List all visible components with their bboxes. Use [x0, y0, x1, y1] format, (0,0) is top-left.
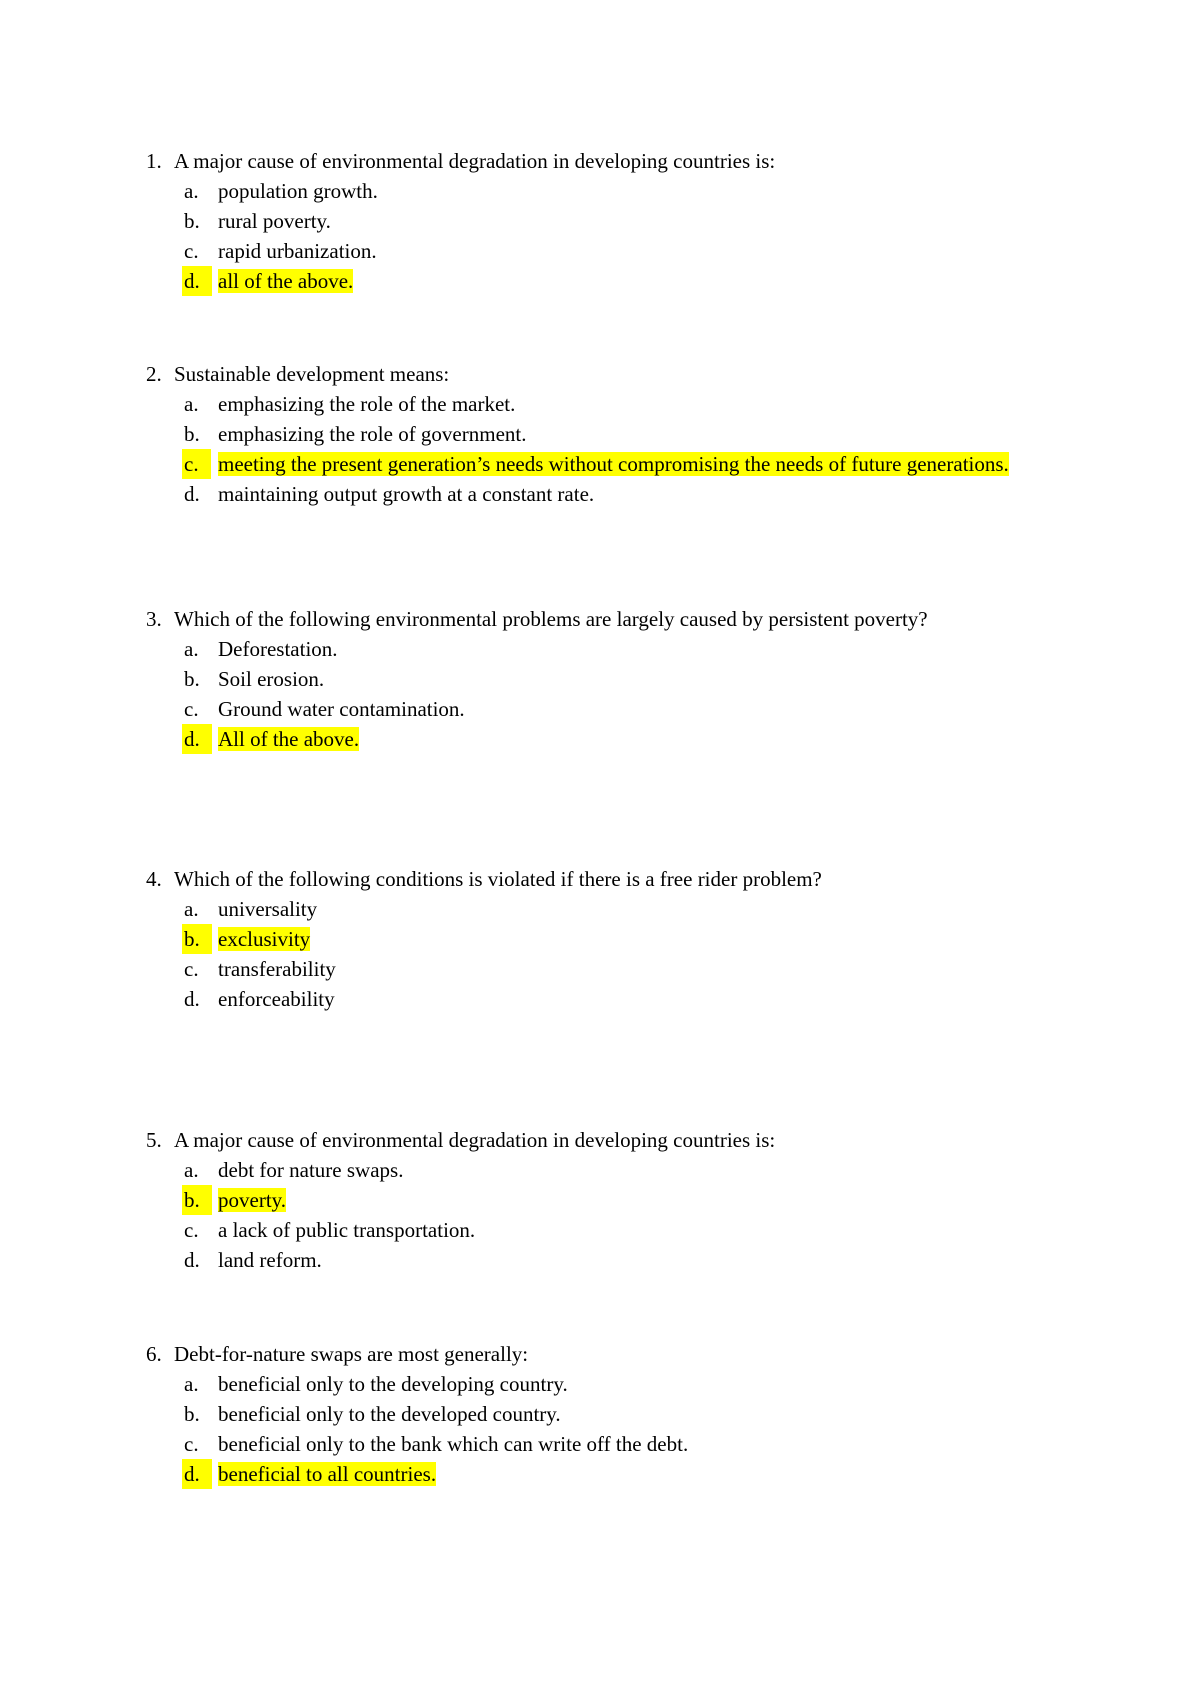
- question-stem: [146, 146, 1076, 176]
- option-letter: b.: [184, 667, 200, 691]
- question-text: Which of the following conditions is violated if there is a free rider problem?: [174, 867, 822, 891]
- option-d-correct-answer: [146, 266, 1076, 296]
- option-letter: b.: [184, 422, 200, 446]
- option-list: [146, 1369, 1076, 1489]
- option-d: [146, 479, 1076, 509]
- option-letter: a.: [184, 1158, 199, 1182]
- question-text: Debt-for-nature swaps are most generally:: [174, 1342, 529, 1366]
- option-letter: d.: [184, 1248, 200, 1272]
- question-text: Which of the following environmental problems are largely caused by persistent poverty?: [174, 607, 928, 631]
- option-a: [146, 1155, 1076, 1185]
- question-number: 2.: [146, 362, 162, 386]
- option-text: a lack of public transportation.: [218, 1218, 476, 1242]
- option-letter: a.: [184, 637, 199, 661]
- option-text: rural poverty.: [218, 209, 331, 233]
- option-b: [146, 419, 1076, 449]
- option-text: population growth.: [218, 179, 378, 203]
- question-text: A major cause of environmental degradation in developing countries is:: [174, 149, 776, 173]
- question-stem: [146, 864, 1076, 894]
- question-stem: [146, 1339, 1076, 1369]
- option-c-correct-answer: [146, 449, 1153, 479]
- option-text: universality: [218, 897, 318, 921]
- option-b: [146, 664, 1076, 694]
- question-number: 6.: [146, 1342, 162, 1366]
- option-b-correct-answer: [146, 924, 1076, 954]
- option-text: Soil erosion.: [218, 667, 325, 691]
- option-text: Deforestation.: [218, 637, 338, 661]
- question-number: 1.: [146, 149, 162, 173]
- option-b-correct-answer: [146, 1185, 1076, 1215]
- option-b: [146, 206, 1076, 236]
- option-a: [146, 634, 1076, 664]
- option-letter: c.: [184, 1218, 199, 1242]
- question-number: 3.: [146, 607, 162, 631]
- option-text: rapid urbanization.: [218, 239, 377, 263]
- option-letter: a.: [184, 897, 199, 921]
- option-text: beneficial only to the developed country.: [218, 1402, 561, 1426]
- option-list: [146, 389, 1076, 509]
- option-letter: d.: [182, 724, 212, 754]
- option-letter: b.: [182, 924, 212, 954]
- question-4: [146, 864, 1076, 1014]
- option-text: beneficial only to the developing country.: [218, 1372, 568, 1396]
- option-text: beneficial to all countries.: [218, 1462, 437, 1486]
- option-list: [146, 634, 1076, 754]
- option-text: debt for nature swaps.: [218, 1158, 404, 1182]
- option-letter: c.: [184, 239, 199, 263]
- option-letter: d.: [184, 987, 200, 1011]
- option-list: [146, 894, 1076, 1014]
- option-c: [146, 694, 1076, 724]
- option-c: [146, 236, 1076, 266]
- option-c: [146, 1429, 1076, 1459]
- option-d: [146, 984, 1076, 1014]
- option-a: [146, 1369, 1076, 1399]
- option-text: Ground water contamination.: [218, 697, 465, 721]
- question-text: A major cause of environmental degradation in developing countries is:: [174, 1128, 776, 1152]
- option-text: beneficial only to the bank which can write off the debt.: [218, 1432, 689, 1456]
- option-d-correct-answer: [146, 724, 1076, 754]
- option-b: [146, 1399, 1076, 1429]
- option-text: enforceability: [218, 987, 335, 1011]
- option-letter: a.: [184, 1372, 199, 1396]
- question-3: [146, 604, 1076, 754]
- option-letter: d.: [182, 266, 212, 296]
- option-c: [146, 1215, 1076, 1245]
- option-text: All of the above.: [218, 727, 360, 751]
- question-number: 4.: [146, 867, 162, 891]
- option-text: land reform.: [218, 1248, 322, 1272]
- option-a: [146, 389, 1076, 419]
- option-a: [146, 176, 1076, 206]
- option-letter: b.: [182, 1185, 212, 1215]
- question-5: [146, 1125, 1076, 1275]
- option-text: poverty.: [218, 1188, 287, 1212]
- option-text: emphasizing the role of government.: [218, 422, 527, 446]
- option-list: [146, 1155, 1076, 1275]
- option-letter: b.: [184, 1402, 200, 1426]
- option-letter: b.: [184, 209, 200, 233]
- question-stem: [146, 604, 1076, 634]
- option-letter: c.: [184, 1432, 199, 1456]
- option-letter: d.: [182, 1459, 212, 1489]
- option-d-correct-answer: [146, 1459, 1076, 1489]
- question-6: [146, 1339, 1076, 1489]
- option-letter: a.: [184, 179, 199, 203]
- question-stem: [146, 359, 1076, 389]
- option-text: meeting the present generation’s needs without compromising the needs of future generations.: [218, 452, 1009, 476]
- option-a: [146, 894, 1076, 924]
- option-letter: d.: [184, 482, 200, 506]
- option-letter: c.: [182, 449, 211, 479]
- question-2: [146, 359, 1076, 509]
- question-stem: [146, 1125, 1076, 1155]
- option-text: emphasizing the role of the market.: [218, 392, 516, 416]
- question-number: 5.: [146, 1128, 162, 1152]
- option-letter: c.: [184, 697, 199, 721]
- option-text: exclusivity: [218, 927, 311, 951]
- option-letter: c.: [184, 957, 199, 981]
- option-text: all of the above.: [218, 269, 354, 293]
- option-c: [146, 954, 1076, 984]
- question-text: Sustainable development means:: [174, 362, 450, 386]
- option-list: [146, 176, 1076, 296]
- option-text: transferability: [218, 957, 336, 981]
- option-letter: a.: [184, 392, 199, 416]
- option-text: maintaining output growth at a constant rate.: [218, 482, 595, 506]
- option-d: [146, 1245, 1076, 1275]
- question-1: [146, 146, 1076, 296]
